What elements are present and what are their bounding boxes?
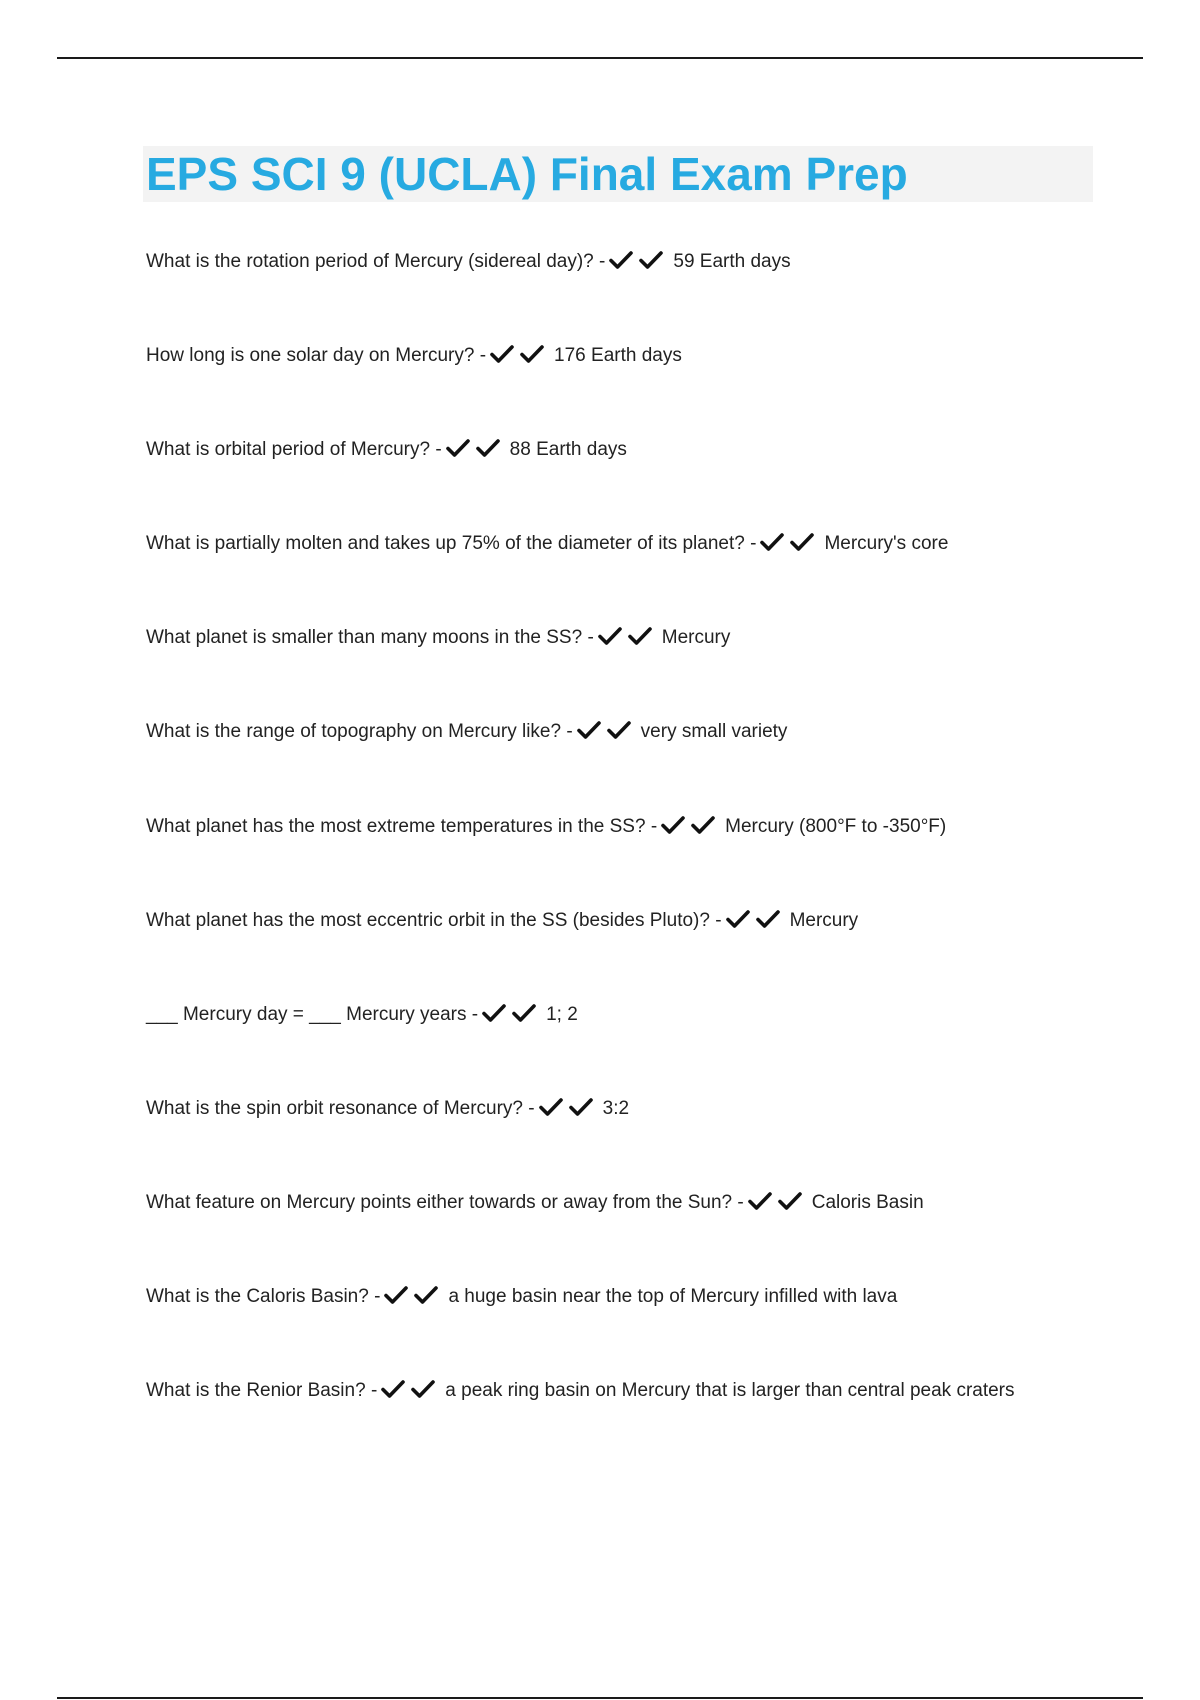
check-icon: [661, 815, 685, 835]
check-icon: [628, 626, 652, 646]
question-text: What planet has the most extreme temperatures in the SS?: [146, 815, 646, 837]
answer-marker: [539, 1086, 599, 1138]
check-icon: [790, 532, 814, 552]
check-icon: [598, 626, 622, 646]
check-icon: [691, 815, 715, 835]
question-text: What is the Caloris Basin?: [146, 1286, 369, 1308]
check-icon: [760, 532, 784, 552]
answer-marker: [726, 898, 786, 950]
check-icon: [384, 1285, 408, 1305]
page-title: EPS SCI 9 (UCLA) Final Exam Prep: [146, 148, 908, 200]
separator-dash: -: [599, 251, 606, 272]
question-text: What is the range of topography on Mercury like?: [146, 721, 562, 743]
separator-dash: -: [528, 1097, 535, 1119]
question-text: What feature on Mercury points either towards or away from the Sun?: [146, 1191, 733, 1213]
check-icon: [520, 344, 544, 364]
check-icon: [414, 1285, 438, 1305]
qa-item: [146, 1365, 1146, 1459]
answer-text: 59 Earth days: [673, 251, 791, 272]
answer-marker: [661, 804, 721, 856]
answer-marker: [748, 1180, 808, 1232]
answer-text: Caloris Basin: [811, 1191, 924, 1213]
separator-dash: -: [587, 627, 594, 649]
answer-text: Mercury's core: [824, 533, 949, 555]
question-text: ___ Mercury day = ___ Mercury years: [146, 1003, 467, 1025]
answer-marker: [760, 521, 820, 573]
qa-item: [146, 612, 1146, 706]
check-icon: [748, 1191, 772, 1211]
qa-list: [146, 236, 1146, 1459]
check-icon: [607, 720, 631, 740]
qa-item: [146, 895, 1146, 989]
question-text: What planet has the most eccentric orbit in the SS (besides Pluto)?: [146, 909, 710, 931]
check-icon: [476, 438, 500, 458]
answer-text: 88 Earth days: [509, 439, 627, 461]
separator-dash: -: [737, 1191, 744, 1213]
question-text: What is orbital period of Mercury?: [146, 439, 431, 461]
check-icon: [446, 438, 470, 458]
answer-text: 3:2: [602, 1097, 630, 1119]
answer-text: Mercury: [661, 627, 731, 649]
qa-item: [146, 236, 1146, 330]
top-rule: [57, 57, 1143, 59]
answer-text: very small variety: [640, 721, 788, 743]
separator-dash: -: [479, 345, 487, 367]
check-icon: [539, 1097, 563, 1117]
separator-dash: -: [471, 1003, 479, 1025]
answer-text: Mercury: [789, 909, 859, 931]
check-icon: [482, 1003, 506, 1023]
check-icon: [490, 344, 514, 364]
qa-item: [146, 1177, 1146, 1271]
answer-text: 1; 2: [546, 1003, 578, 1025]
bottom-rule: [57, 1697, 1143, 1699]
check-icon: [609, 250, 633, 270]
separator-dash: -: [370, 1380, 378, 1402]
check-icon: [778, 1191, 802, 1211]
answer-marker: [482, 992, 542, 1044]
separator-dash: -: [715, 909, 722, 931]
qa-item: [146, 518, 1146, 612]
answer-marker: [381, 1368, 441, 1420]
question-text: What planet is smaller than many moons in the SS?: [146, 627, 583, 649]
answer-marker: [490, 333, 550, 385]
answer-marker: [577, 709, 637, 761]
answer-marker: [598, 615, 658, 667]
check-icon: [411, 1379, 435, 1399]
question-text: What is the spin orbit resonance of Mercury?: [146, 1097, 524, 1119]
question-text: What is partially molten and takes up 75% of the diameter of its planet?: [146, 533, 745, 555]
answer-text: a huge basin near the top of Mercury infilled with lava: [448, 1286, 898, 1308]
qa-item: [146, 424, 1146, 518]
check-icon: [577, 720, 601, 740]
answer-text: a peak ring basin on Mercury that is larger than central peak craters: [445, 1380, 1015, 1402]
separator-dash: -: [566, 721, 573, 743]
question-text: What is the rotation period of Mercury (sidereal day)?: [146, 251, 594, 272]
answer-text: 176 Earth days: [554, 345, 682, 367]
separator-dash: -: [435, 439, 442, 461]
check-icon: [756, 909, 780, 929]
qa-item: [146, 330, 1146, 424]
qa-item: [146, 1083, 1146, 1177]
answer-text: Mercury (800°F to -350°F): [725, 815, 947, 837]
qa-item: [146, 801, 1146, 895]
qa-item: [146, 1271, 1146, 1365]
qa-item: [146, 989, 1146, 1083]
check-icon: [512, 1003, 536, 1023]
separator-dash: -: [750, 533, 757, 555]
check-icon: [381, 1379, 405, 1399]
separator-dash: -: [650, 815, 658, 837]
qa-item: [146, 706, 1146, 800]
answer-marker: [384, 1274, 444, 1326]
question-text: How long is one solar day on Mercury?: [146, 345, 475, 367]
answer-marker: [446, 427, 506, 479]
answer-marker: [609, 239, 669, 291]
question-text: What is the Renior Basin?: [146, 1380, 366, 1402]
check-icon: [569, 1097, 593, 1117]
check-icon: [726, 909, 750, 929]
separator-dash: -: [374, 1286, 381, 1308]
check-icon: [639, 250, 663, 270]
